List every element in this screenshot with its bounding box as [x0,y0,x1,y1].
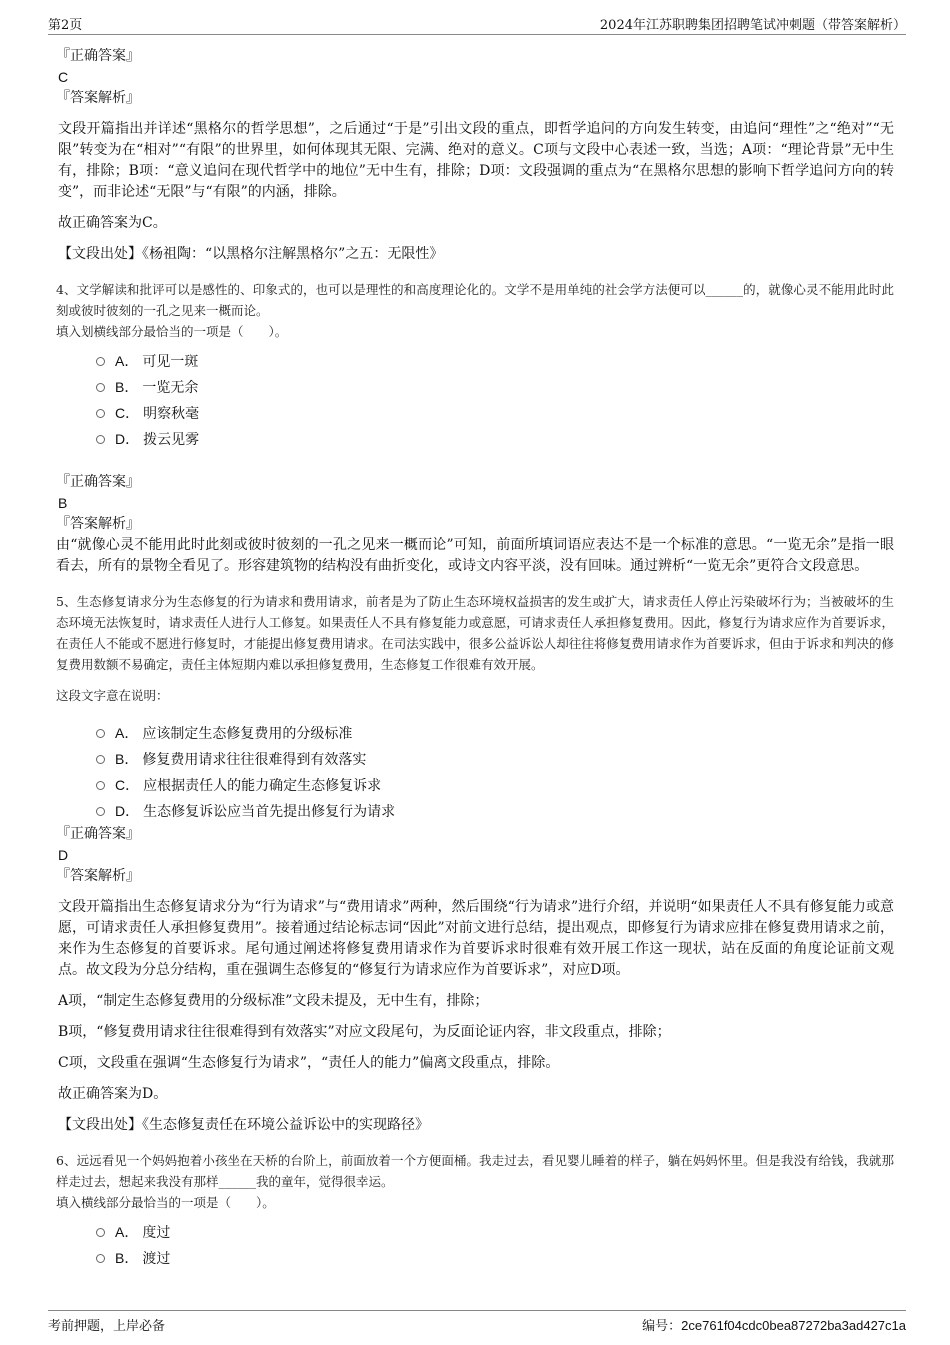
radio-button[interactable] [96,781,105,790]
option-b[interactable]: B． 一览无余 [96,374,894,400]
radio-button[interactable] [96,409,105,418]
radio-button[interactable] [96,357,105,366]
radio-button[interactable] [96,1228,105,1237]
correct-answer-label: 『正确答案』 [56,474,140,490]
question-4-options [96,348,894,452]
radio-button[interactable] [96,729,105,738]
correct-answer-value: D [58,847,69,863]
analysis-text: 文段开篇指出并详述“黑格尔的哲学思想”，之后通过“于是”引出文段的重点，即哲学追问的方向发生转变，由追问“理性”之“绝对”“无限”转变为在“相对”“有限”的世界里，如何体现其无限、完满、绝对的意义。C项与文段中心表述一致，当选；A项：“理论背景”无中生有，排除；B项：“意义追问在现代哲学中的地位”无中生有，排除；D项：文段强调的重点为“在黑格尔思想的影响下哲学追问方向的转变”，而非论述“无限”与“有限”的内涵，排除。 [58,121,894,200]
page-header [48,12,906,35]
document-id: 编号：2ce761f04cdc0bea87272ba3ad427c1a [642,1318,906,1334]
correct-answer-value: B [58,495,68,511]
analysis-label: 『答案解析』 [56,868,140,884]
question-6-options [96,1219,894,1271]
page-content [56,46,894,1271]
correct-answer-value: C [58,69,69,85]
conclusion-text: 故正确答案为D。 [58,1086,168,1102]
page-number: 第2页 [48,18,83,33]
document-title: 2024年江苏职聘集团招聘笔试冲刺题（带答案解析） [599,18,906,33]
option-c[interactable]: C． 应根据责任人的能力确定生态修复诉求 [96,772,894,798]
analysis-label: 『答案解析』 [56,516,140,532]
analysis-text: 由“就像心灵不能用此时此刻或彼时彼刻的一孔之见来一概而论”可知，前面所填词语应表达不是一个标准的意思。“一览无余”是指一眼看去，所有的景物全看见了。形容建筑物的结构没有曲折变化，或诗文内容平淡，没有回味。通过辨析“一览无余”更符合文段意思。 [56,537,894,574]
radio-button[interactable] [96,1254,105,1263]
source-text: 【文段出处】《生态修复责任在环境公益诉讼中的实现路径》 [58,1117,429,1133]
radio-button[interactable] [96,755,105,764]
analysis-label: 『答案解析』 [56,90,140,106]
option-b[interactable]: B． 修复费用请求往往很难得到有效落实 [96,746,894,772]
radio-button[interactable] [96,807,105,816]
radio-button[interactable] [96,383,105,392]
question-5-options [96,720,894,824]
page-footer [48,1310,906,1333]
option-d[interactable]: D． 生态修复诉讼应当首先提出修复行为请求 [96,798,894,824]
source-text: 【文段出处】《杨祖陶：“以黑格尔注解黑格尔”之五：无限性》 [58,246,444,262]
question-5-stem: 5、生态修复请求分为生态修复的行为请求和费用请求，前者是为了防止生态环境权益损害的发生或扩大，请求责任人停止污染破坏行为；当被破坏的生态环境无法恢复时，请求责任人进行人工修复。如果责任人不具有修复能力或意愿，可请求责任人承担修复费用。因此，修复行为请求应作为首要诉求，在责任人不能或不愿进行修复时，才能提出修复费用请求。在司法实践中，很多公益诉讼人却往往将修复费用请求作为首要诉求，但由于诉求和判决的修复费用数额不易确定，责任主体短期内难以承担修复费用，生态修复工作很难有效开展。 [56,594,894,672]
option-a[interactable]: A． 度过 [96,1219,894,1245]
analysis-text: 文段开篇指出生态修复请求分为“行为请求”与“费用请求”两种，然后围绕“行为请求”进行介绍，并说明“如果责任人不具有修复能力或意愿，可请求责任人承担修复费用”。接着通过结论标志词“因此”对前文进行总结，提出观点，即修复行为请求应排在修复费用请求之前，来作为生态修复的首要诉求。尾句通过阐述将修复费用请求作为首要诉求时很难有效开展工作这一现状，站在反面的角度论证前文观点。故文段为分总分结构，重在强调生态修复的“修复行为请求应作为首要诉求”，对应D项。 [58,899,894,978]
correct-answer-label: 『正确答案』 [56,48,140,64]
option-c-note: C项，文段重在强调“生态修复行为请求”，“责任人的能力”偏离文段重点，排除。 [58,1055,560,1071]
option-c[interactable]: C． 明察秋毫 [96,400,894,426]
option-d[interactable]: D． 拨云见雾 [96,426,894,452]
footer-slogan: 考前押题，上岸必备 [48,1319,166,1334]
question-6-prompt: 填入横线部分最恰当的一项是（ ）。 [56,1195,275,1210]
question-6-stem: 6、远远看见一个妈妈抱着小孩坐在天桥的台阶上，前面放着一个方便面桶。我走过去，看见婴儿睡着的样子，躺在妈妈怀里。但是我没有给钱，我就那样走过去，想起来我没有那样______我的童年，觉得很幸运。 [56,1153,894,1189]
radio-button[interactable] [96,435,105,444]
question-4-stem: 4、文学解读和批评可以是感性的、印象式的，也可以是理性的和高度理论化的。文学不是用单纯的社会学方法便可以______的，就像心灵不能用此时此刻或彼时彼刻的一孔之见来一概而论。 [56,282,894,318]
conclusion-text: 故正确答案为C。 [58,215,167,231]
option-a-note: A项，“制定生态修复费用的分级标准”文段未提及，无中生有，排除； [58,993,489,1009]
question-4-prompt: 填入划横线部分最恰当的一项是（ ）。 [56,324,288,339]
option-a[interactable]: A． 可见一斑 [96,348,894,374]
option-a[interactable]: A． 应该制定生态修复费用的分级标准 [96,720,894,746]
correct-answer-label: 『正确答案』 [56,826,140,842]
question-5-prompt: 这段文字意在说明： [56,688,169,703]
option-b-note: B项，“修复费用请求往往很难得到有效落实”对应文段尾句，为反面论证内容，非文段重点，排除； [58,1024,671,1040]
option-b[interactable]: B． 渡过 [96,1245,894,1271]
